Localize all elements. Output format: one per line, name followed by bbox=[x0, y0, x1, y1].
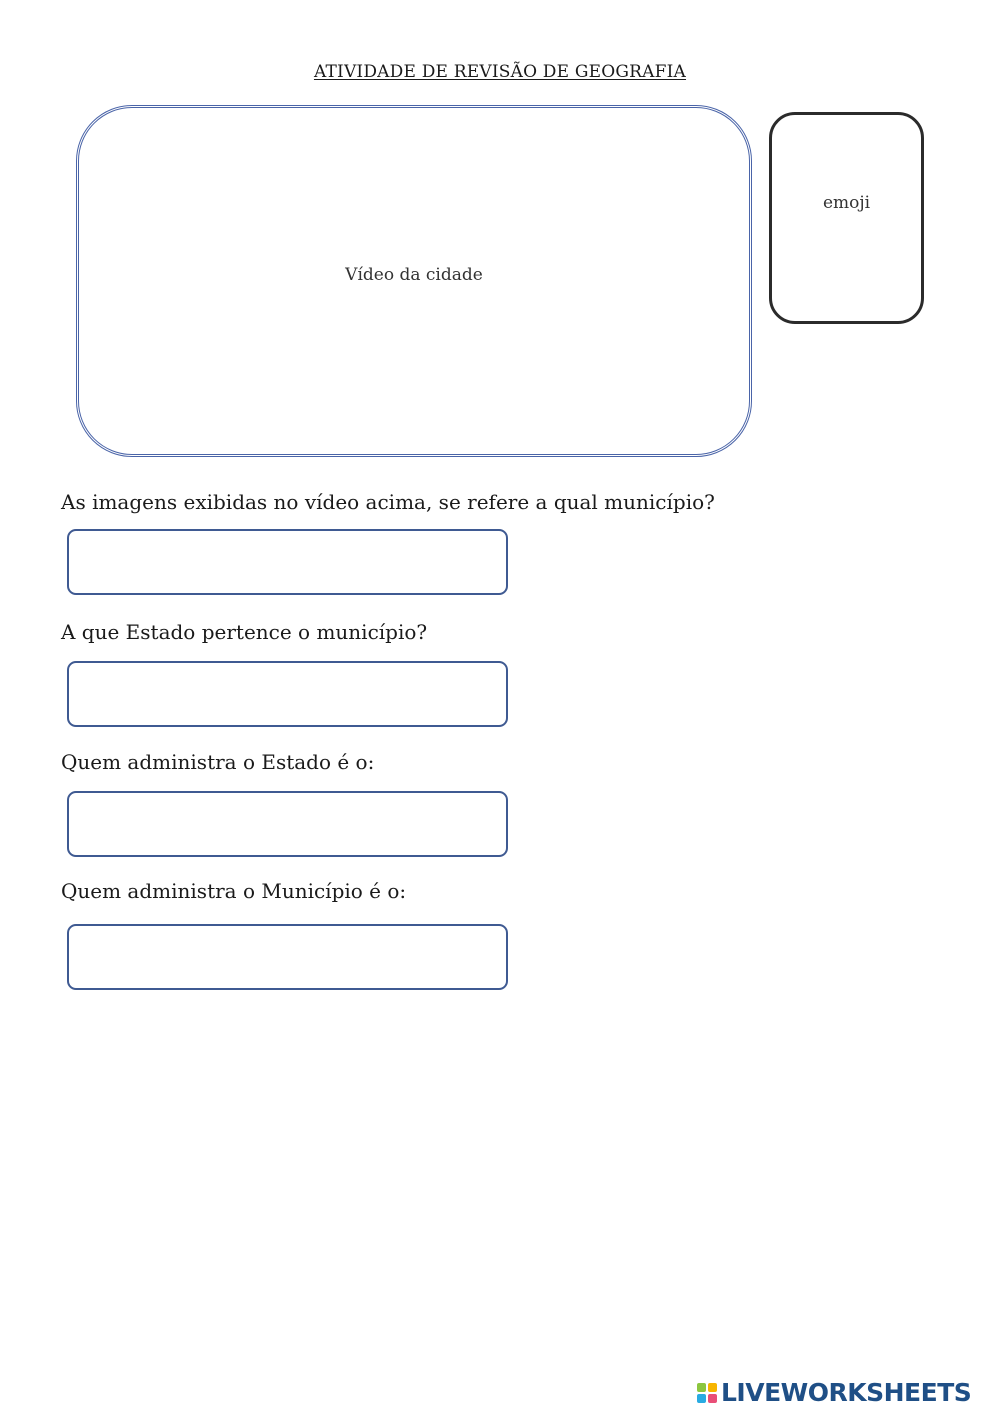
logo-square-i bbox=[708, 1383, 717, 1392]
watermark-text: LIVEWORKSHEETS bbox=[721, 1378, 972, 1407]
liveworksheets-watermark bbox=[697, 1378, 971, 1407]
emoji-placeholder-label: emoji bbox=[822, 193, 871, 213]
answer-administra-estado-input[interactable] bbox=[67, 791, 508, 857]
logo-square-v bbox=[697, 1394, 706, 1403]
video-placeholder-label: Vídeo da cidade bbox=[345, 265, 483, 285]
question-estado: A que Estado pertence o município? bbox=[61, 620, 428, 644]
video-player[interactable] bbox=[76, 105, 752, 457]
logo-square-l bbox=[697, 1383, 706, 1392]
answer-municipio-input[interactable] bbox=[67, 529, 508, 595]
question-municipio: As imagens exibidas no vídeo acima, se refere a qual município? bbox=[61, 490, 715, 514]
question-administra-municipio: Quem administra o Município é o: bbox=[61, 879, 407, 903]
question-administra-estado: Quem administra o Estado é o: bbox=[61, 750, 375, 774]
liveworksheets-logo-icon bbox=[697, 1383, 717, 1403]
answer-estado-input[interactable] bbox=[67, 661, 508, 727]
answer-administra-municipio-input[interactable] bbox=[67, 924, 508, 990]
worksheet-title: ATIVIDADE DE REVISÃO DE GEOGRAFIA bbox=[313, 62, 687, 82]
logo-square-e bbox=[708, 1394, 717, 1403]
emoji-box[interactable] bbox=[769, 112, 924, 324]
